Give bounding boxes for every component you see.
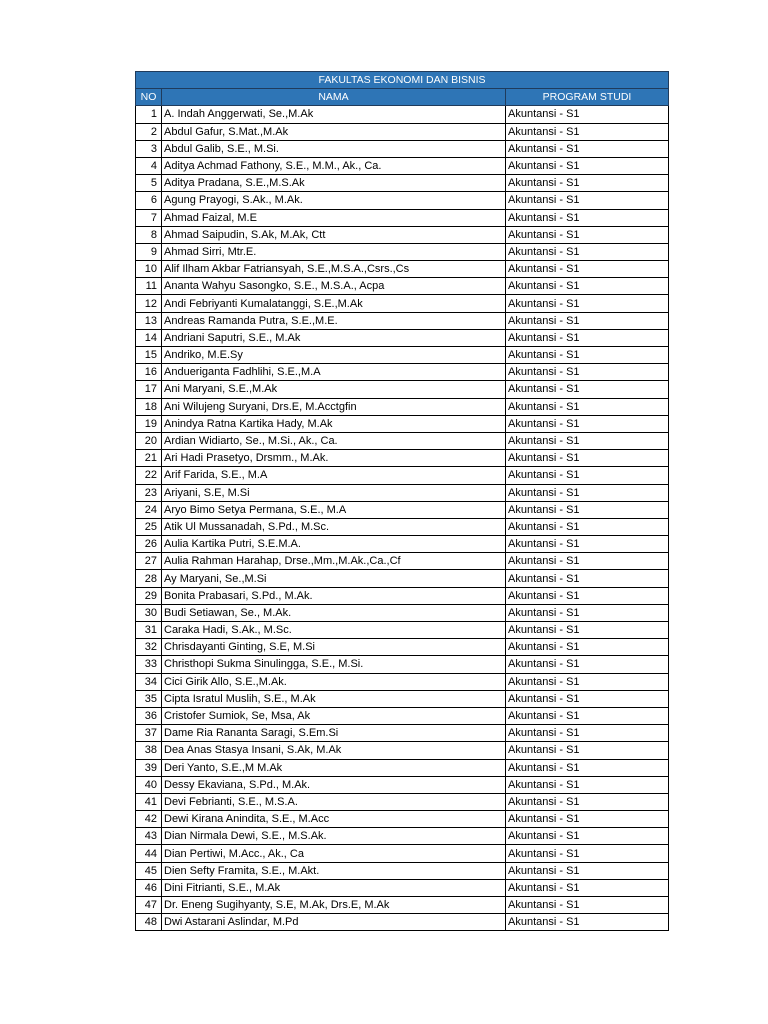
row-name: Andriani Saputri, S.E., M.Ak: [162, 329, 506, 346]
row-number: 15: [136, 347, 162, 364]
row-number: 36: [136, 707, 162, 724]
table-row: [136, 329, 669, 346]
row-name: Dewi Kirana Anindita, S.E., M.Acc: [162, 811, 506, 828]
row-program-studi: Akuntansi - S1: [506, 261, 669, 278]
row-program-studi: Akuntansi - S1: [506, 295, 669, 312]
row-number: 23: [136, 484, 162, 501]
table-row: [136, 776, 669, 793]
table-row: [136, 690, 669, 707]
row-program-studi: Akuntansi - S1: [506, 347, 669, 364]
table-row: [136, 398, 669, 415]
row-program-studi: Akuntansi - S1: [506, 329, 669, 346]
row-number: 3: [136, 140, 162, 157]
row-number: 31: [136, 622, 162, 639]
row-name: Andueriganta Fadhlihi, S.E.,M.A: [162, 364, 506, 381]
row-name: Abdul Gafur, S.Mat.,M.Ak: [162, 123, 506, 140]
row-number: 26: [136, 536, 162, 553]
row-number: 4: [136, 157, 162, 174]
row-program-studi: Akuntansi - S1: [506, 501, 669, 518]
table-row: [136, 707, 669, 724]
row-number: 43: [136, 828, 162, 845]
row-name: Andi Febriyanti Kumalatanggi, S.E.,M.Ak: [162, 295, 506, 312]
row-name: Budi Setiawan, Se., M.Ak.: [162, 604, 506, 621]
row-name: Dian Nirmala Dewi, S.E., M.S.Ak.: [162, 828, 506, 845]
row-number: 27: [136, 553, 162, 570]
table-row: [136, 226, 669, 243]
row-program-studi: Akuntansi - S1: [506, 209, 669, 226]
row-number: 21: [136, 450, 162, 467]
row-number: 14: [136, 329, 162, 346]
row-program-studi: Akuntansi - S1: [506, 587, 669, 604]
row-name: Ani Maryani, S.E.,M.Ak: [162, 381, 506, 398]
row-program-studi: Akuntansi - S1: [506, 639, 669, 656]
table-row: [136, 123, 669, 140]
table-row: [136, 811, 669, 828]
table-row: [136, 604, 669, 621]
table-row: [136, 295, 669, 312]
row-name: Ay Maryani, Se.,M.Si: [162, 570, 506, 587]
row-number: 46: [136, 879, 162, 896]
row-number: 7: [136, 209, 162, 226]
row-number: 9: [136, 243, 162, 260]
row-number: 44: [136, 845, 162, 862]
row-program-studi: Akuntansi - S1: [506, 914, 669, 931]
row-program-studi: Akuntansi - S1: [506, 192, 669, 209]
row-program-studi: Akuntansi - S1: [506, 862, 669, 879]
row-number: 5: [136, 175, 162, 192]
row-program-studi: Akuntansi - S1: [506, 243, 669, 260]
table-row: [136, 381, 669, 398]
row-number: 22: [136, 467, 162, 484]
row-program-studi: Akuntansi - S1: [506, 175, 669, 192]
table-row: [136, 467, 669, 484]
row-program-studi: Akuntansi - S1: [506, 845, 669, 862]
table-row: [136, 243, 669, 260]
table-title: FAKULTAS EKONOMI DAN BISNIS: [136, 72, 669, 89]
table-row: [136, 192, 669, 209]
table-row: [136, 432, 669, 449]
row-name: Anindya Ratna Kartika Hady, M.Ak: [162, 415, 506, 432]
row-name: Ariyani, S.E, M.Si: [162, 484, 506, 501]
row-number: 10: [136, 261, 162, 278]
table-row: [136, 759, 669, 776]
table-row: [136, 450, 669, 467]
row-name: Christhopi Sukma Sinulingga, S.E., M.Si.: [162, 656, 506, 673]
table-row: [136, 862, 669, 879]
table-row: [136, 140, 669, 157]
row-name: Aryo Bimo Setya Permana, S.E., M.A: [162, 501, 506, 518]
row-number: 1: [136, 106, 162, 123]
table-row: [136, 553, 669, 570]
row-program-studi: Akuntansi - S1: [506, 226, 669, 243]
row-name: Devi Febrianti, S.E., M.S.A.: [162, 793, 506, 810]
row-number: 41: [136, 793, 162, 810]
table-row: [136, 106, 669, 123]
row-number: 25: [136, 518, 162, 535]
table-row: [136, 725, 669, 742]
table-row: [136, 261, 669, 278]
table-row: [136, 742, 669, 759]
row-number: 47: [136, 897, 162, 914]
row-number: 28: [136, 570, 162, 587]
row-number: 48: [136, 914, 162, 931]
row-program-studi: Akuntansi - S1: [506, 622, 669, 639]
row-program-studi: Akuntansi - S1: [506, 811, 669, 828]
row-number: 29: [136, 587, 162, 604]
row-number: 16: [136, 364, 162, 381]
row-program-studi: Akuntansi - S1: [506, 123, 669, 140]
table-row: [136, 364, 669, 381]
row-name: Ari Hadi Prasetyo, Drsmm., M.Ak.: [162, 450, 506, 467]
row-program-studi: Akuntansi - S1: [506, 278, 669, 295]
row-program-studi: Akuntansi - S1: [506, 467, 669, 484]
row-number: 20: [136, 432, 162, 449]
row-name: Dian Pertiwi, M.Acc., Ak., Ca: [162, 845, 506, 862]
table-row: [136, 501, 669, 518]
row-number: 42: [136, 811, 162, 828]
row-program-studi: Akuntansi - S1: [506, 518, 669, 535]
row-program-studi: Akuntansi - S1: [506, 312, 669, 329]
table-row: [136, 914, 669, 931]
row-name: Dini Fitrianti, S.E., M.Ak: [162, 879, 506, 896]
row-program-studi: Akuntansi - S1: [506, 673, 669, 690]
table-row: [136, 484, 669, 501]
table-body: [136, 106, 669, 931]
row-program-studi: Akuntansi - S1: [506, 432, 669, 449]
row-program-studi: Akuntansi - S1: [506, 759, 669, 776]
column-header-row: [136, 89, 669, 106]
row-name: Agung Prayogi, S.Ak., M.Ak.: [162, 192, 506, 209]
row-program-studi: Akuntansi - S1: [506, 897, 669, 914]
row-number: 45: [136, 862, 162, 879]
table-row: [136, 622, 669, 639]
table-row: [136, 175, 669, 192]
row-program-studi: Akuntansi - S1: [506, 106, 669, 123]
row-number: 38: [136, 742, 162, 759]
table-row: [136, 897, 669, 914]
row-name: Aulia Kartika Putri, S.E.M.A.: [162, 536, 506, 553]
row-name: Ahmad Saipudin, S.Ak, M.Ak, Ctt: [162, 226, 506, 243]
row-program-studi: Akuntansi - S1: [506, 381, 669, 398]
row-program-studi: Akuntansi - S1: [506, 140, 669, 157]
row-name: Alif Ilham Akbar Fatriansyah, S.E.,M.S.A.,Csrs.,Cs: [162, 261, 506, 278]
row-name: Dea Anas Stasya Insani, S.Ak, M.Ak: [162, 742, 506, 759]
row-program-studi: Akuntansi - S1: [506, 398, 669, 415]
table-row: [136, 879, 669, 896]
row-program-studi: Akuntansi - S1: [506, 828, 669, 845]
row-name: Cici Girik Allo, S.E.,M.Ak.: [162, 673, 506, 690]
row-number: 34: [136, 673, 162, 690]
row-program-studi: Akuntansi - S1: [506, 364, 669, 381]
row-name: Dessy Ekaviana, S.Pd., M.Ak.: [162, 776, 506, 793]
row-name: Andriko, M.E.Sy: [162, 347, 506, 364]
row-program-studi: Akuntansi - S1: [506, 157, 669, 174]
row-program-studi: Akuntansi - S1: [506, 690, 669, 707]
table-row: [136, 639, 669, 656]
table-row: [136, 209, 669, 226]
row-program-studi: Akuntansi - S1: [506, 604, 669, 621]
table-header: [136, 72, 669, 106]
row-name: Bonita Prabasari, S.Pd., M.Ak.: [162, 587, 506, 604]
faculty-table: [135, 71, 669, 931]
row-program-studi: Akuntansi - S1: [506, 879, 669, 896]
row-number: 17: [136, 381, 162, 398]
row-program-studi: Akuntansi - S1: [506, 450, 669, 467]
table-row: [136, 157, 669, 174]
table-row: [136, 570, 669, 587]
row-name: Dame Ria Rananta Saragi, S.Em.Si: [162, 725, 506, 742]
row-number: 32: [136, 639, 162, 656]
row-number: 24: [136, 501, 162, 518]
row-name: Ani Wilujeng Suryani, Drs.E, M.Acctgfin: [162, 398, 506, 415]
row-name: Atik Ul Mussanadah, S.Pd., M.Sc.: [162, 518, 506, 535]
row-name: Ananta Wahyu Sasongko, S.E., M.S.A., Acpa: [162, 278, 506, 295]
row-program-studi: Akuntansi - S1: [506, 415, 669, 432]
row-number: 35: [136, 690, 162, 707]
table-row: [136, 312, 669, 329]
row-name: Cipta Isratul Muslih, S.E., M.Ak: [162, 690, 506, 707]
table-row: [136, 673, 669, 690]
row-program-studi: Akuntansi - S1: [506, 725, 669, 742]
row-name: Deri Yanto, S.E.,M M.Ak: [162, 759, 506, 776]
row-name: Cristofer Sumiok, Se, Msa, Ak: [162, 707, 506, 724]
row-program-studi: Akuntansi - S1: [506, 656, 669, 673]
row-program-studi: Akuntansi - S1: [506, 553, 669, 570]
row-name: Aditya Achmad Fathony, S.E., M.M., Ak., Ca.: [162, 157, 506, 174]
row-program-studi: Akuntansi - S1: [506, 742, 669, 759]
row-number: 19: [136, 415, 162, 432]
row-name: Abdul Galib, S.E., M.Si.: [162, 140, 506, 157]
row-name: A. Indah Anggerwati, Se.,M.Ak: [162, 106, 506, 123]
table-row: [136, 656, 669, 673]
row-number: 18: [136, 398, 162, 415]
row-number: 11: [136, 278, 162, 295]
table-row: [136, 845, 669, 862]
table-row: [136, 347, 669, 364]
row-number: 2: [136, 123, 162, 140]
row-number: 40: [136, 776, 162, 793]
row-program-studi: Akuntansi - S1: [506, 776, 669, 793]
row-name: Dr. Eneng Sugihyanty, S.E, M.Ak, Drs.E, M.Ak: [162, 897, 506, 914]
column-header-nama: NAMA: [162, 89, 506, 106]
row-number: 39: [136, 759, 162, 776]
row-name: Dwi Astarani Aslindar, M.Pd: [162, 914, 506, 931]
row-name: Ardian Widiarto, Se., M.Si., Ak., Ca.: [162, 432, 506, 449]
table-row: [136, 793, 669, 810]
row-name: Caraka Hadi, S.Ak., M.Sc.: [162, 622, 506, 639]
row-name: Andreas Ramanda Putra, S.E.,M.E.: [162, 312, 506, 329]
table-row: [136, 828, 669, 845]
row-name: Ahmad Faizal, M.E: [162, 209, 506, 226]
row-name: Arif Farida, S.E., M.A: [162, 467, 506, 484]
table-row: [136, 587, 669, 604]
column-header-program-studi: PROGRAM STUDI: [506, 89, 669, 106]
row-number: 13: [136, 312, 162, 329]
table-row: [136, 518, 669, 535]
column-header-no: NO: [136, 89, 162, 106]
row-program-studi: Akuntansi - S1: [506, 793, 669, 810]
row-name: Aulia Rahman Harahap, Drse.,Mm.,M.Ak.,Ca.,Cf: [162, 553, 506, 570]
row-program-studi: Akuntansi - S1: [506, 484, 669, 501]
row-name: Ahmad Sirri, Mtr.E.: [162, 243, 506, 260]
row-name: Aditya Pradana, S.E.,M.S.Ak: [162, 175, 506, 192]
row-number: 37: [136, 725, 162, 742]
row-number: 12: [136, 295, 162, 312]
row-program-studi: Akuntansi - S1: [506, 536, 669, 553]
row-program-studi: Akuntansi - S1: [506, 570, 669, 587]
row-number: 6: [136, 192, 162, 209]
row-name: Chrisdayanti Ginting, S.E, M.Si: [162, 639, 506, 656]
table-row: [136, 415, 669, 432]
row-name: Dien Sefty Framita, S.E., M.Akt.: [162, 862, 506, 879]
row-number: 33: [136, 656, 162, 673]
row-program-studi: Akuntansi - S1: [506, 707, 669, 724]
table-row: [136, 278, 669, 295]
title-row: [136, 72, 669, 89]
row-number: 8: [136, 226, 162, 243]
table-row: [136, 536, 669, 553]
row-number: 30: [136, 604, 162, 621]
